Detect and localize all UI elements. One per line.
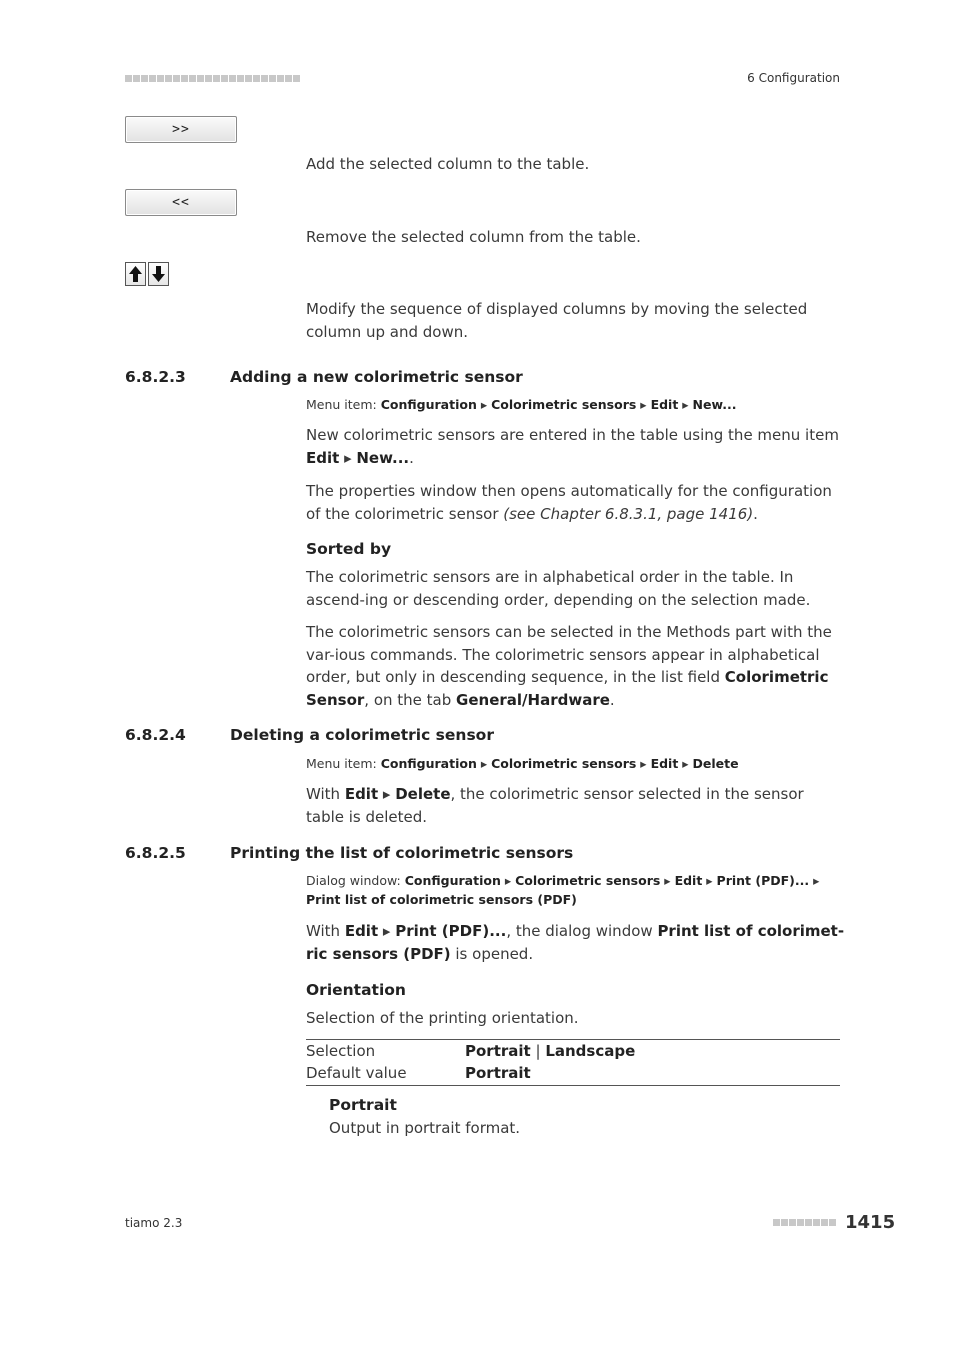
paragraph: The colorimetric sensors are in alphabetical order in the table. In ascend-ing or descending order, depending on the selection made. bbox=[306, 568, 811, 609]
section-number: 6.8.2.3 bbox=[125, 368, 186, 386]
section-number: 6.8.2.5 bbox=[125, 844, 186, 862]
menu-item-path: Menu item: Configuration ▸ Colorimetric sensors ▸ Edit ▸ New... bbox=[306, 397, 737, 412]
dialog-window-path: Dialog window: Configuration ▸ Colorimetric sensors ▸ Edit ▸ Print (PDF)... ▸ Print list of colorimetric sensors (PDF) bbox=[306, 873, 820, 907]
portrait-title: Portrait bbox=[329, 1096, 397, 1114]
table-bottom-rule bbox=[306, 1085, 840, 1086]
selection-values: Portrait | Landscape bbox=[465, 1042, 636, 1060]
section-number: 6.8.2.4 bbox=[125, 726, 186, 744]
paragraph: The colorimetric sensors can be selected in the Methods part with the var-ious commands. The colorimetric sensors appear in alphabetical order, but only in descending sequence, in the list field Colorimetric Sensor, on the tab General/Hardware. bbox=[306, 623, 832, 709]
remove-column-button[interactable] bbox=[125, 189, 237, 216]
section-title: Deleting a colorimetric sensor bbox=[230, 726, 494, 744]
footer-product: tiamo 2.3 bbox=[125, 1216, 183, 1230]
menu-item-path: Menu item: Configuration ▸ Colorimetric sensors ▸ Edit ▸ Delete bbox=[306, 756, 739, 771]
paragraph: With Edit ▸ Print (PDF)..., the dialog window Print list of colorimet-ric sensors (PDF) is opened. bbox=[306, 922, 845, 963]
default-value-label: Default value bbox=[306, 1064, 407, 1082]
paragraph: New colorimetric sensors are entered in the table using the menu item Edit ▸ New.... bbox=[306, 426, 839, 467]
move-up-button[interactable] bbox=[125, 262, 146, 286]
header-decoration bbox=[125, 75, 300, 82]
remove-column-description: Remove the selected column from the table. bbox=[306, 228, 641, 246]
add-column-description: Add the selected column to the table. bbox=[306, 155, 590, 173]
remove-column-button-label: << bbox=[172, 195, 190, 210]
move-down-button[interactable] bbox=[148, 262, 169, 286]
section-title: Adding a new colorimetric sensor bbox=[230, 368, 523, 386]
page-number: 1415 bbox=[845, 1212, 896, 1233]
subheading-sorted-by: Sorted by bbox=[306, 540, 392, 558]
subheading-orientation: Orientation bbox=[306, 981, 406, 999]
orientation-description: Selection of the printing orientation. bbox=[306, 1009, 579, 1027]
arrow-up-icon bbox=[128, 265, 143, 283]
paragraph: The properties window then opens automatically for the configuration of the colorimetric sensor (see Chapter 6.8.3.1, page 1416). bbox=[306, 482, 832, 523]
footer-decoration bbox=[773, 1219, 836, 1226]
header-chapter: 6 Configuration bbox=[747, 71, 840, 85]
move-column-description: Modify the sequence of displayed columns by moving the selected column up and down. bbox=[306, 300, 808, 341]
portrait-description: Output in portrait format. bbox=[329, 1119, 521, 1137]
arrow-down-icon bbox=[151, 265, 166, 283]
section-title: Printing the list of colorimetric sensors bbox=[230, 844, 574, 862]
add-column-button[interactable] bbox=[125, 116, 237, 143]
add-column-button-label: >> bbox=[172, 122, 190, 137]
default-value: Portrait bbox=[465, 1064, 531, 1082]
selection-label: Selection bbox=[306, 1042, 376, 1060]
paragraph: With Edit ▸ Delete, the colorimetric sensor selected in the sensor table is deleted. bbox=[306, 785, 804, 826]
